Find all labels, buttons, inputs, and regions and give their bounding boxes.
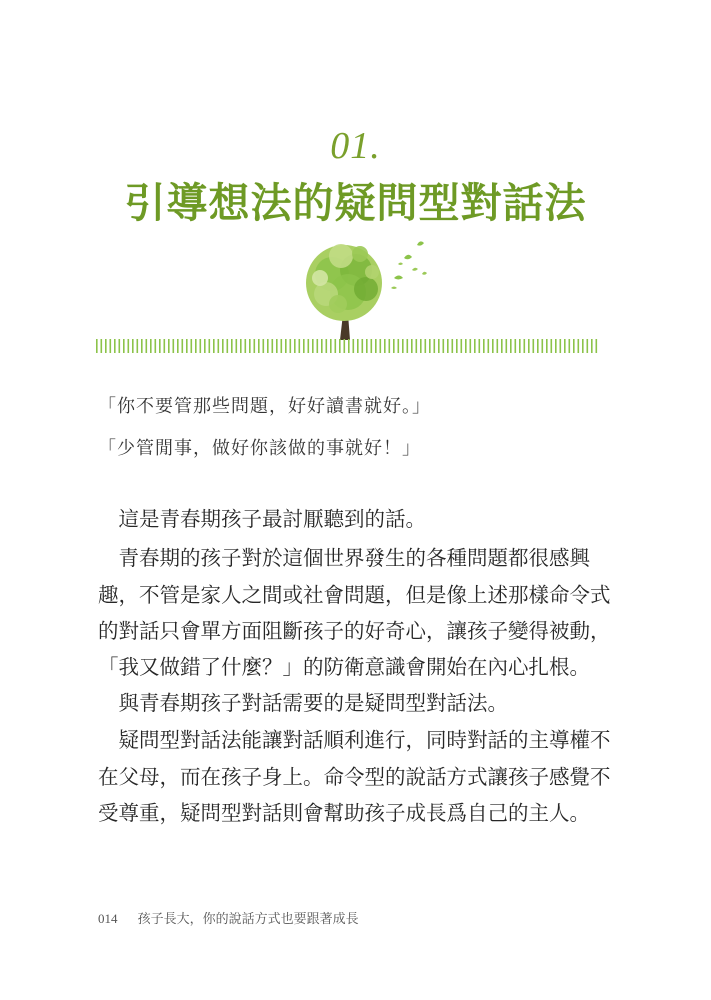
book-title: 孩子長大，你的說話方式也要跟著成長: [137, 912, 359, 927]
paragraph-line-2: 青春期的孩子對於這個世界發生的各種問題都很感興: [98, 546, 590, 570]
paragraph-line-7: 疑問型對話法能讓對話順利進行，同時對話的主導權不: [98, 728, 611, 752]
grass-divider: [96, 339, 598, 353]
quote-line-1: 「你不要管那些問題，好好讀書就好。」: [98, 396, 431, 417]
page-footer: [98, 908, 359, 927]
paragraph-line-9: 受尊重，疑問型對話則會幫助孩子成長爲自己的主人。: [98, 801, 590, 825]
quote-line-2: 「少管閒事，做好你該做的事就好！」: [98, 438, 421, 459]
paragraph-line-8: 在父母，而在孩子身上。命令型的說話方式讓孩子感覺不: [98, 765, 611, 789]
page-number: 014: [98, 911, 118, 926]
tree-icon: [296, 234, 444, 344]
chapter-number: 01.: [330, 125, 381, 167]
paragraph-line-3: 趣，不管是家人之間或社會問題，但是像上述那樣命令式: [98, 583, 611, 607]
paragraph-line-5: 「我又做錯了什麼？」的防衛意識會開始在內心扎根。: [98, 655, 590, 679]
paragraph-line-6: 與青春期孩子對話需要的是疑問型對話法。: [98, 691, 508, 715]
paragraph-line-1: 這是青春期孩子最討厭聽到的話。: [98, 507, 426, 531]
chapter-title: 引導想法的疑問型對話法: [124, 179, 587, 227]
paragraph-line-4: 的對話只會單方面阻斷孩子的好奇心，讓孩子變得被動，: [98, 619, 611, 643]
